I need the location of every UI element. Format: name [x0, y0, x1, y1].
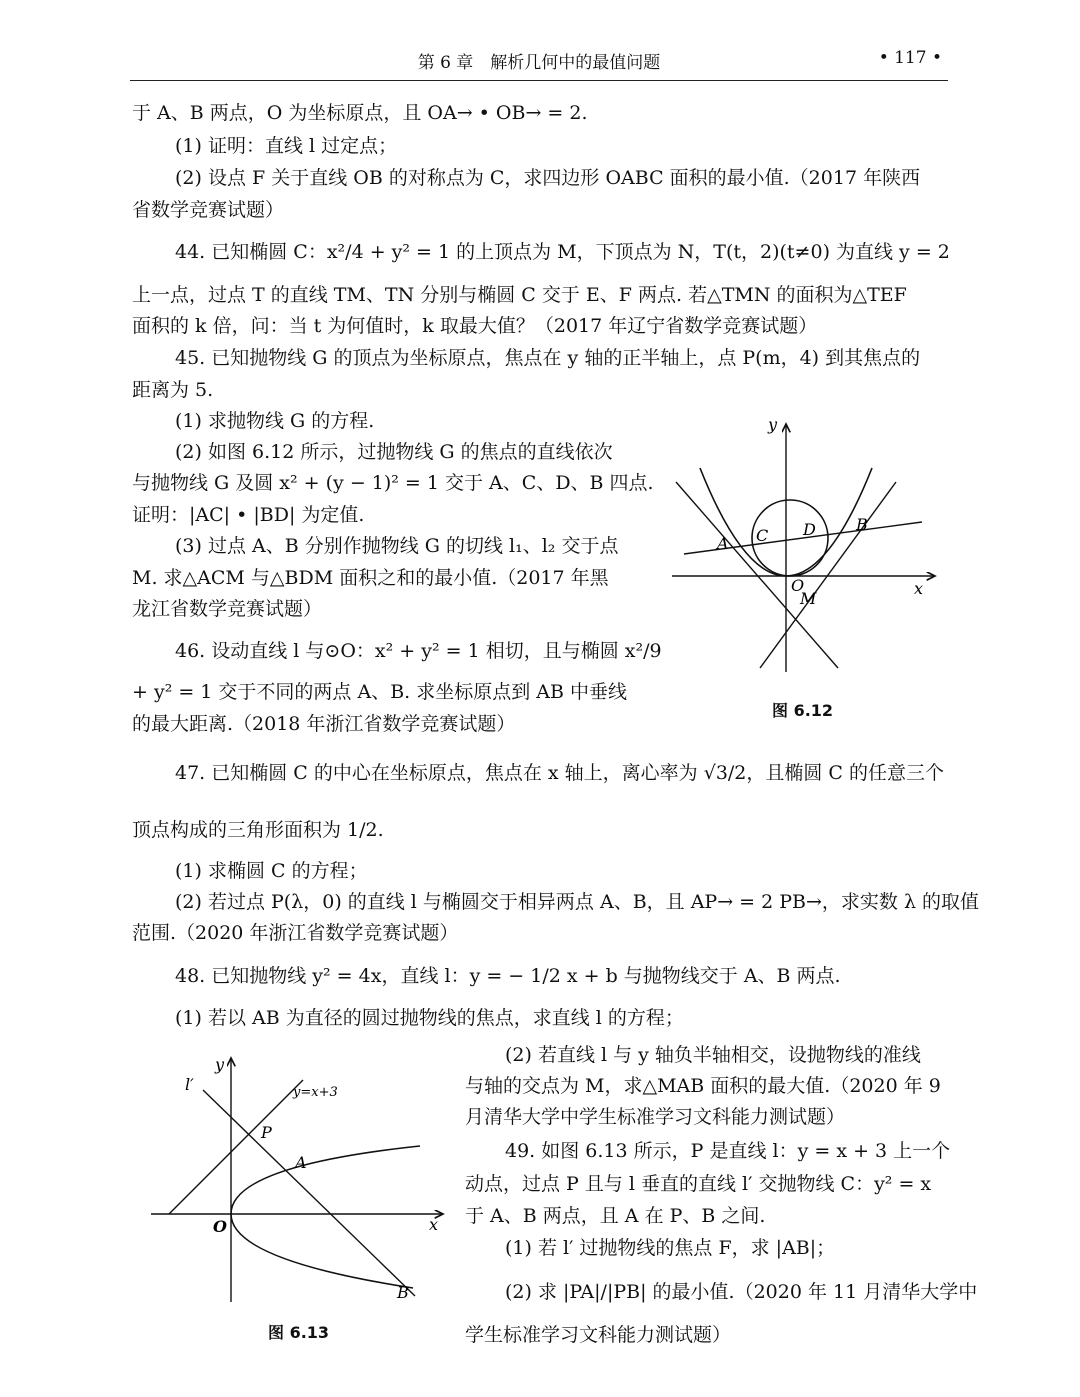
figure-6-12	[660, 410, 950, 690]
text-line: 46. 设动直线 l 与⊙O：x² + y² = 1 相切，且与椭圆 x²/9	[175, 640, 662, 662]
figure-caption: 图 6.12	[772, 701, 834, 720]
text-line: (1) 若以 AB 为直径的圆过抛物线的焦点，求直线 l 的方程；	[175, 1007, 684, 1029]
parabola	[231, 1146, 420, 1288]
text-line: 48. 已知抛物线 y² = 4x，直线 l：y = − 1/2 x + b 与抛物线交于 A、B 两点.	[175, 965, 841, 987]
text-line: (1) 若 l′ 过抛物线的焦点 F，求 |AB|；	[505, 1237, 836, 1259]
label-D: D	[803, 520, 816, 539]
text-line: 与轴的交点为 M，求△MAB 面积的最大值.（2020 年 9	[465, 1075, 941, 1097]
label-M: M	[800, 589, 817, 608]
label-l-prime: l′	[185, 1075, 194, 1094]
label-y: y	[768, 415, 778, 434]
text-line: 月清华大学中学生标准学习文科能力测试题）	[465, 1106, 846, 1128]
label-A: A	[295, 1153, 307, 1172]
text-line: 学生标准学习文科能力测试题）	[465, 1324, 732, 1346]
text-line: 省数学竞赛试题）	[132, 199, 285, 221]
text-line: (1) 求椭圆 C 的方程；	[175, 860, 368, 882]
text-line: + y² = 1 交于不同的两点 A、B. 求坐标原点到 AB 中垂线	[132, 681, 628, 703]
tangent-l1	[676, 482, 838, 668]
text-line: 45. 已知抛物线 G 的顶点为坐标原点，焦点在 y 轴的正半轴上，点 P(m，4) 到其焦点的	[175, 347, 921, 369]
text-line: 面积的 k 倍，问：当 t 为何值时，k 取最大值？（2017 年辽宁省数学竞赛试题）	[132, 315, 818, 337]
text-line: 44. 已知椭圆 C：x²/4 + y² = 1 的上顶点为 M，下顶点为 N，T(t，2)(t≠0) 为直线 y = 2	[175, 241, 950, 263]
text-line: (3) 过点 A、B 分别作抛物线 G 的切线 l₁、l₂ 交于点	[175, 535, 619, 557]
text-line: M. 求△ACM 与△BDM 面积之和的最小值.（2017 年黑	[132, 567, 609, 589]
label-B: B	[397, 1283, 409, 1302]
text-line: (1) 求抛物线 G 的方程.	[175, 410, 375, 432]
text-line: 47. 已知椭圆 C 的中心在坐标原点，焦点在 x 轴上，离心率为 √3/2，且椭圆 C 的任意三个	[175, 762, 945, 784]
label-B: B	[856, 515, 868, 534]
label-A: A	[717, 534, 729, 553]
text-line: (2) 求 |PA|/|PB| 的最小值.（2020 年 11 月清华大学中	[505, 1281, 978, 1303]
text-line: 动点，过点 P 且与 l 垂直的直线 l′ 交抛物线 C：y² = x	[465, 1173, 932, 1195]
label-O: O	[213, 1217, 227, 1236]
text-line: 的最大距离.（2018 年浙江省数学竞赛试题）	[132, 713, 516, 735]
text-line: 龙江省数学竞赛试题）	[132, 598, 323, 620]
figure-6-13	[145, 1050, 450, 1310]
label-y: y	[215, 1055, 225, 1074]
text-line: 顶点构成的三角形面积为 1/2.	[132, 819, 384, 841]
text-line: (2) 若过点 P(λ，0) 的直线 l 与椭圆交于相异两点 A、B，且 AP→ = 2 PB→，求实数 λ 的取值	[175, 891, 980, 913]
label-P: P	[261, 1123, 272, 1142]
text-line: 于 A、B 两点，且 A 在 P、B 之间.	[465, 1205, 766, 1227]
text-line: (2) 设点 F 关于直线 OB 的对称点为 C，求四边形 OABC 面积的最小值.（2017 年陕西	[175, 167, 921, 189]
label-C: C	[756, 526, 769, 545]
text-line: 证明：|AC| • |BD| 为定值.	[132, 504, 365, 526]
text-line: (2) 若直线 l 与 y 轴负半轴相交，设抛物线的准线	[505, 1044, 921, 1066]
line-l-prime	[203, 1090, 415, 1296]
text-line: 范围.（2020 年浙江省数学竞赛试题）	[132, 922, 459, 944]
text-line: 距离为 5.	[132, 379, 214, 401]
text-line: 于 A、B 两点，O 为坐标原点，且 OA→ • OB→ = 2.	[132, 102, 588, 124]
label-x: x	[429, 1215, 439, 1234]
text-line: 与抛物线 G 及圆 x² + (y − 1)² = 1 交于 A、C、D、B 四点.	[132, 472, 654, 494]
figure-caption: 图 6.13	[268, 1323, 330, 1342]
text-line: 49. 如图 6.13 所示，P 是直线 l：y = x + 3 上一个	[505, 1140, 951, 1162]
page-header	[130, 46, 948, 81]
label-O: O	[791, 576, 805, 595]
text-line: (1) 证明：直线 l 过定点；	[175, 135, 398, 157]
line-l	[169, 1080, 303, 1214]
chapter-title: 第 6 章 解析几何中的最值问题	[417, 53, 661, 73]
text-line: 上一点，过点 T 的直线 TM、TN 分别与椭圆 C 交于 E、F 两点. 若△TMN 的面积为△TEF	[132, 284, 907, 306]
label-x: x	[914, 579, 924, 598]
label-line-eq: y=x+3	[293, 1085, 338, 1100]
text-line: (2) 如图 6.12 所示，过抛物线 G 的焦点的直线依次	[175, 441, 613, 463]
page-number: • 117 •	[878, 48, 942, 68]
